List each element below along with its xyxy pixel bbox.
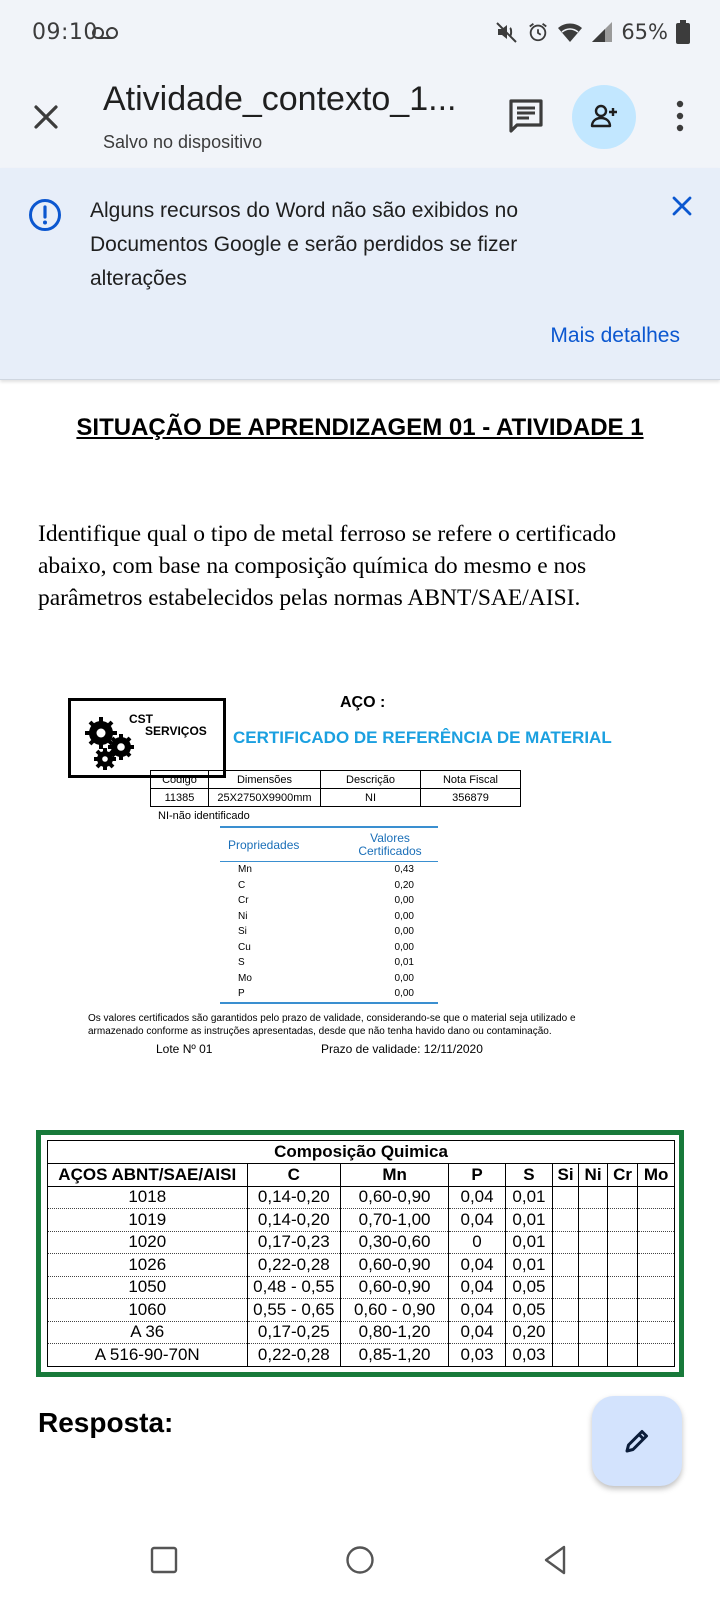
table-cell [552,1254,578,1277]
answer-label: Resposta: [38,1407,174,1438]
property-value: 0,00 [394,972,414,984]
table-row [48,1186,675,1209]
column-header: AÇOS ABNT/SAE/AISI [48,1164,248,1187]
table-cell: 0 [449,1231,506,1254]
table-cell: 0,55 - 0,65 [247,1299,341,1322]
table-cell [552,1186,578,1209]
voicemail-icon [92,26,118,40]
home-icon[interactable] [340,1540,380,1580]
table-cell [579,1299,608,1322]
property-name: Mo [238,972,252,984]
validity-date: Prazo de validade: 12/11/2020 [321,1042,483,1056]
table-row [48,1276,675,1299]
table-cell [579,1186,608,1209]
add-person-icon [589,102,619,132]
table-cell: 0,22-0,28 [247,1344,341,1367]
property-value: 0,01 [394,957,414,969]
property-value: 0,43 [394,864,414,876]
table-cell [638,1344,675,1367]
property-name: Ni [238,910,248,922]
table-cell [552,1276,578,1299]
cst-logo [68,698,226,778]
properties-table [220,826,438,1004]
certificate-title: CERTIFICADO DE REFERÊNCIA DE MATERIAL [233,728,612,747]
properties-header: Propriedades Valores Certificados [220,828,438,862]
navigation-bar [0,1520,720,1600]
column-header: C [247,1164,341,1187]
column-header: P [449,1164,506,1187]
table-cell: 0,30-0,60 [341,1231,449,1254]
document-title: Atividade_contexto_1... [103,80,457,118]
table-cell [607,1186,638,1209]
table-row [48,1231,675,1254]
table-cell: 0,14-0,20 [247,1209,341,1232]
alarm-icon [527,21,549,43]
table-cell: 0,01 [506,1209,553,1232]
property-name: Si [238,926,247,938]
property-row [220,909,438,925]
table-title-row: Composição Quimica [48,1141,675,1164]
property-row [220,862,438,878]
certificate-info-table [150,770,521,807]
table-cell [607,1231,638,1254]
back-icon[interactable] [536,1540,576,1580]
table-cell: 0,04 [449,1254,506,1277]
table-cell: 1018 [48,1186,248,1209]
table-row [48,1299,675,1322]
more-vert-icon[interactable] [668,96,692,136]
table-cell [638,1186,675,1209]
property-row [220,986,438,1002]
table-cell: A 516-90-70N [48,1344,248,1367]
property-name: Cu [238,941,251,953]
property-row [220,924,438,940]
table-cell [552,1209,578,1232]
banner-message: Alguns recursos do Word não são exibidos no Documentos Google e serão perdidos se fizer alterações [90,199,519,290]
table-cell [579,1344,608,1367]
table-cell: 0,80-1,20 [341,1321,449,1344]
table-cell [638,1209,675,1232]
table-cell [638,1231,675,1254]
property-row [220,971,438,987]
table-cell: 0,60-0,90 [341,1186,449,1209]
table-cell: 0,17-0,25 [247,1321,341,1344]
table-cell: 0,85-1,20 [341,1344,449,1367]
table-cell: 1019 [48,1209,248,1232]
comment-icon[interactable] [506,96,546,136]
save-status: Salvo no dispositivo [103,132,263,152]
table-cell: 0,01 [506,1231,553,1254]
table-row: 11385 25X2750X9900mm NI 356879 [151,789,521,807]
table-cell: 0,22-0,28 [247,1254,341,1277]
table-row [48,1209,675,1232]
signal-icon [591,21,613,43]
table-cell [607,1254,638,1277]
table-cell: 0,04 [449,1186,506,1209]
table-cell [579,1254,608,1277]
table-cell [552,1231,578,1254]
status-time: 09:10 [32,20,98,45]
close-icon[interactable] [28,99,64,135]
table-cell: 0,14-0,20 [247,1186,341,1209]
table-cell: 0,03 [506,1344,553,1367]
column-header: Ni [579,1164,608,1187]
property-name: Cr [238,895,249,907]
battery-icon [676,20,690,44]
table-cell [579,1276,608,1299]
document-paragraph: Identifique qual o tipo de metal ferroso se refere o certificado abaixo, com base na composição química do mesmo e nos parâmetros estabelecidos pelas normas ABNT/SAE/AISI. [38,521,617,611]
table-cell [638,1321,675,1344]
table-cell: 1026 [48,1254,248,1277]
table-cell: 0,60-0,90 [341,1276,449,1299]
wifi-icon [557,21,583,43]
table-cell: 1050 [48,1276,248,1299]
more-details-link[interactable]: Mais detalhes [550,324,680,347]
table-cell [607,1299,638,1322]
table-cell: 0,04 [449,1321,506,1344]
table-cell: 0,20 [506,1321,553,1344]
table-cell [552,1344,578,1367]
logo-text: CST SERVIÇOS [129,712,207,738]
table-cell: 0,48 - 0,55 [247,1276,341,1299]
certificate-note: Os valores certificados são garantidos pelo prazo de validade, considerando-se que o material seja utilizado e armazenado conforme as instruções apresentadas, desde que não tenha havido dano ou contaminação. [88,1013,576,1037]
property-name: S [238,957,245,969]
banner-close-icon[interactable] [668,192,696,220]
table-cell: A 36 [48,1321,248,1344]
lote-number: Lote Nº 01 [156,1042,213,1056]
table-cell: 0,01 [506,1186,553,1209]
property-value: 0,20 [394,879,414,891]
certificate-image[interactable] [60,690,660,1080]
table-cell [552,1321,578,1344]
table-cell [607,1276,638,1299]
table-cell: 0,05 [506,1276,553,1299]
table-cell [579,1209,608,1232]
table-cell [579,1231,608,1254]
recent-apps-icon[interactable] [144,1540,184,1580]
table-cell: 0,70-1,00 [341,1209,449,1232]
status-icons [495,18,690,46]
property-row [220,893,438,909]
column-header: S [506,1164,553,1187]
table-cell: 0,60-0,90 [341,1254,449,1277]
table-cell: 0,01 [506,1254,553,1277]
table-cell [607,1321,638,1344]
property-value: 0,00 [394,988,414,1000]
table-cell [638,1299,675,1322]
table-cell: 0,04 [449,1276,506,1299]
table-cell [638,1254,675,1277]
table-cell: 0,60 - 0,90 [341,1299,449,1322]
table-cell: 1020 [48,1231,248,1254]
table-cell: 0,17-0,23 [247,1231,341,1254]
pencil-icon [622,1426,652,1456]
info-icon [28,198,62,232]
property-value: 0,00 [394,941,414,953]
status-bar [0,0,720,66]
share-button[interactable] [572,85,636,149]
table-cell: 0,04 [449,1209,506,1232]
property-name: C [238,879,246,891]
column-header: Cr [607,1164,638,1187]
table-cell [552,1299,578,1322]
column-header: Mn [341,1164,449,1187]
ni-note: NI-não identificado [158,810,250,822]
table-cell [638,1276,675,1299]
compatibility-banner [0,168,720,380]
property-row [220,878,438,894]
app-bar [0,66,720,168]
properties-rows [220,862,438,1002]
property-value: 0,00 [394,910,414,922]
mute-icon [495,20,519,44]
property-value: 0,00 [394,926,414,938]
steel-label: AÇO : [340,694,386,711]
column-header: Si [552,1164,578,1187]
table-row [48,1344,675,1367]
table-cell: 0,05 [506,1299,553,1322]
edit-button[interactable] [592,1396,682,1486]
table-body [48,1186,675,1366]
table-row [48,1321,675,1344]
property-name: Mn [238,864,252,876]
table-cell [607,1209,638,1232]
battery-percent: 65% [621,20,668,44]
table-row [48,1254,675,1277]
table-row: Codigo Dimensões Descrição Nota Fiscal [151,771,521,789]
property-value: 0,00 [394,895,414,907]
chemical-composition-image[interactable] [36,1130,684,1377]
table-header-row [48,1164,675,1187]
table-cell [607,1344,638,1367]
property-row [220,940,438,956]
chemical-composition-table [47,1140,675,1367]
column-header: Mo [638,1164,675,1187]
table-cell: 0,03 [449,1344,506,1367]
document-heading: SITUAÇÃO DE APRENDIZAGEM 01 - ATIVIDADE 1 [76,414,644,441]
property-row [220,955,438,971]
property-name: P [238,988,245,1000]
table-cell: 0,04 [449,1299,506,1322]
table-cell [579,1321,608,1344]
table-cell: 1060 [48,1299,248,1322]
